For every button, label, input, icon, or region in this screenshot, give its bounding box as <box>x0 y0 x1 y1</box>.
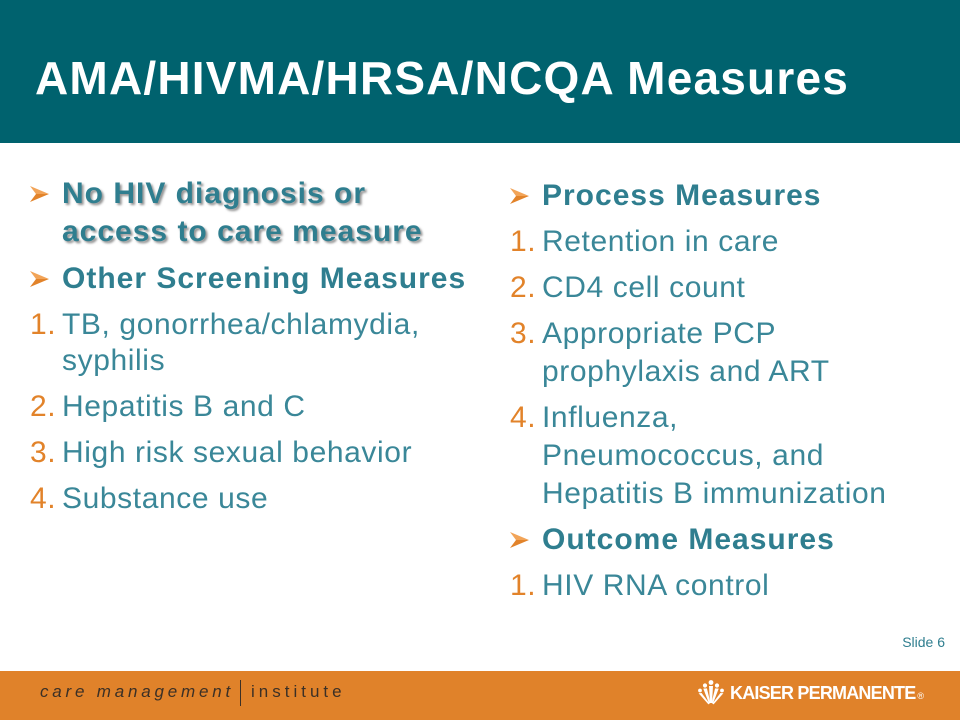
logo-divider <box>240 680 241 706</box>
list-item <box>30 261 474 297</box>
list-item <box>510 315 900 391</box>
brand-name: KAISER PERMANENTE <box>730 683 916 703</box>
list-item-text: Substance use <box>62 482 269 515</box>
list-item <box>30 435 474 471</box>
left-column <box>30 175 474 517</box>
arrow-bullet-icon <box>30 261 62 297</box>
list-number <box>510 399 542 437</box>
list-number <box>30 435 62 471</box>
list-item <box>30 175 474 251</box>
list-number-text: 1. <box>510 225 537 258</box>
list-item <box>510 521 900 559</box>
right-column <box>510 177 900 605</box>
list-item-text: Other Screening Measures <box>62 262 467 295</box>
registered-mark: ® <box>917 691 925 701</box>
list-number <box>510 269 542 307</box>
slide-title: AMA/HIVMA/HRSA/NCQA Measures <box>35 52 850 104</box>
kaiser-permanente-logo <box>696 679 924 707</box>
slide-number-label: Slide 6 <box>902 634 945 650</box>
list-number-text: 3. <box>510 317 537 350</box>
list-number <box>510 315 542 353</box>
list-number-text: 3. <box>30 436 57 469</box>
footer-bar <box>0 671 960 720</box>
list-number-text: 2. <box>510 271 537 304</box>
list-item <box>30 481 474 517</box>
list-item <box>30 307 474 379</box>
arrow-bullet-icon <box>30 175 62 213</box>
list-item-text: Hepatitis B and C <box>62 390 306 423</box>
arrow-bullet-icon <box>510 521 542 559</box>
arrow-bullet-icon <box>510 177 542 215</box>
list-number <box>30 389 62 425</box>
list-item <box>30 389 474 425</box>
list-item <box>510 223 900 261</box>
list-number <box>30 481 62 517</box>
list-number-text: 4. <box>30 482 57 515</box>
list-item-text: High risk sexual behavior <box>62 436 413 469</box>
list-number-text: 1. <box>30 308 57 341</box>
list-item-text: CD4 cell count <box>542 271 746 304</box>
kaiser-permanente-logo-icon <box>696 679 726 707</box>
list-item <box>510 399 900 513</box>
list-number-text: 2. <box>30 390 57 423</box>
institute-logo-text: institute <box>251 682 346 701</box>
list-item <box>510 567 900 605</box>
list-item <box>510 177 900 215</box>
list-item-text: Retention in care <box>542 225 780 258</box>
list-item-text: Process Measures <box>542 179 822 212</box>
list-number <box>510 567 542 605</box>
list-item-text: Influenza, Pneumococcus, and Hepatitis B immunization <box>542 401 887 510</box>
list-item-text: No HIV diagnosis or access to care measure <box>62 177 423 248</box>
list-item <box>510 269 900 307</box>
list-item-text: TB, gonorrhea/chlamydia, syphilis <box>62 308 420 377</box>
list-item-text: HIV RNA control <box>542 569 770 602</box>
list-item-text: Outcome Measures <box>542 523 835 556</box>
care-management-logo-text: care management <box>40 682 235 701</box>
list-item-text: Appropriate PCP prophylaxis and ART <box>542 317 830 388</box>
list-number <box>30 307 62 343</box>
list-number <box>510 223 542 261</box>
list-number-text: 4. <box>510 401 537 434</box>
list-number-text: 1. <box>510 569 537 602</box>
title-bar <box>0 0 960 143</box>
